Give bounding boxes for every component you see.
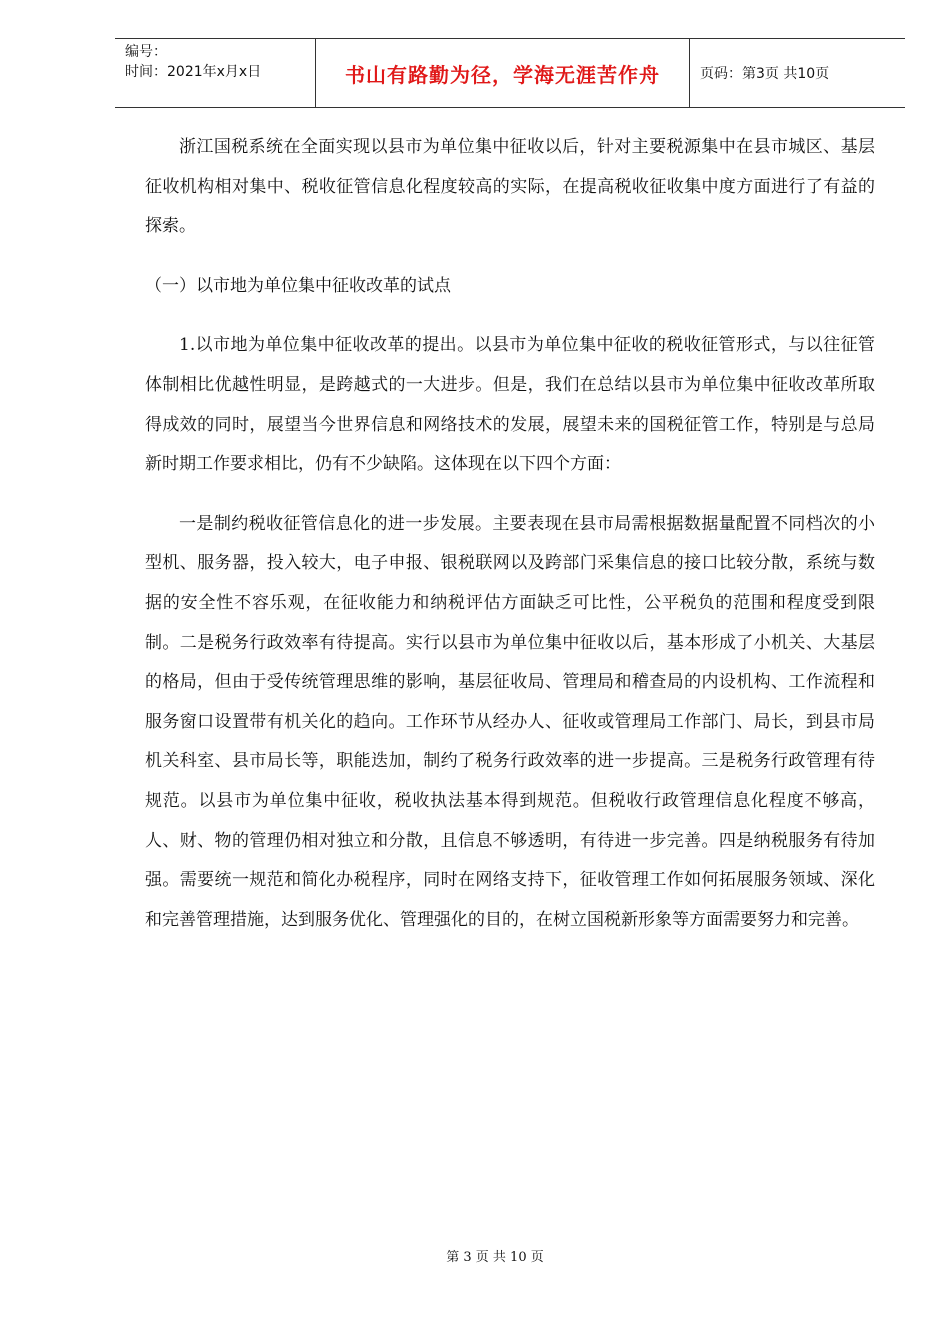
page-header	[115, 38, 905, 108]
header-page-info: 页码：第3页 共10页	[700, 66, 830, 82]
header-meta	[115, 39, 316, 107]
number-label: 编号：	[125, 44, 167, 60]
paragraph-proposal: 1.以市地为单位集中征收改革的提出。以县市为单位集中征收的税收征管形式，与以往征管体制相比优越性明显，是跨越式的一大进步。但是，我们在总结以县市为单位集中征收改革所取得成效的同时，展望当今世界信息和网络技术的发展，展望未来的国税征管工作，特别是与总局新时期工作要求相比，仍有不少缺陷。这体现在以下四个方面：	[145, 335, 875, 475]
time-label: 时间：2021年x月x日	[125, 64, 262, 80]
document-body	[145, 128, 875, 940]
header-motto: 书山有路勤为径，学海无涯苦作舟	[316, 39, 690, 107]
paragraph-issues: 一是制约税收征管信息化的进一步发展。主要表现在县市局需根据数据量配置不同档次的小型机、服务器，投入较大，电子申报、银税联网以及跨部门采集信息的接口比较分散，系统与数据的安全性不容乐观，在征收能力和纳税评估方面缺乏可比性，公平税负的范围和程度受到限制。二是税务行政效率有待提高。实行以县市为单位集中征收以后，基本形成了小机关、大基层的格局，但由于受传统管理思维的影响，基层征收局、管理局和稽查局的内设机构、工作流程和服务窗口设置带有机关化的趋向。工作环节从经办人、征收或管理局工作部门、局长，到县市局机关科室、县市局长等，职能迭加，制约了税务行政效率的进一步提高。三是税务行政管理有待规范。以县市为单位集中征收，税收执法基本得到规范。但税收行政管理信息化程度不够高，人、财、物的管理仍相对独立和分散，且信息不够透明，有待进一步完善。四是纳税服务有待加强。需要统一规范和简化办税程序，同时在网络支持下，征收管理工作如何拓展服务领域、深化和完善管理措施，达到服务优化、管理强化的目的，在树立国税新形象等方面需要努力和完善。	[145, 513, 875, 930]
section-heading: （一）以市地为单位集中征收改革的试点	[145, 275, 451, 296]
page-footer: 第 3 页 共 10 页	[446, 1250, 544, 1265]
paragraph-intro: 浙江国税系统在全面实现以县市为单位集中征收以后，针对主要税源集中在县市城区、基层征收机构相对集中、税收征管信息化程度较高的实际，在提高税收征收集中度方面进行了有益的探索。	[145, 137, 875, 237]
